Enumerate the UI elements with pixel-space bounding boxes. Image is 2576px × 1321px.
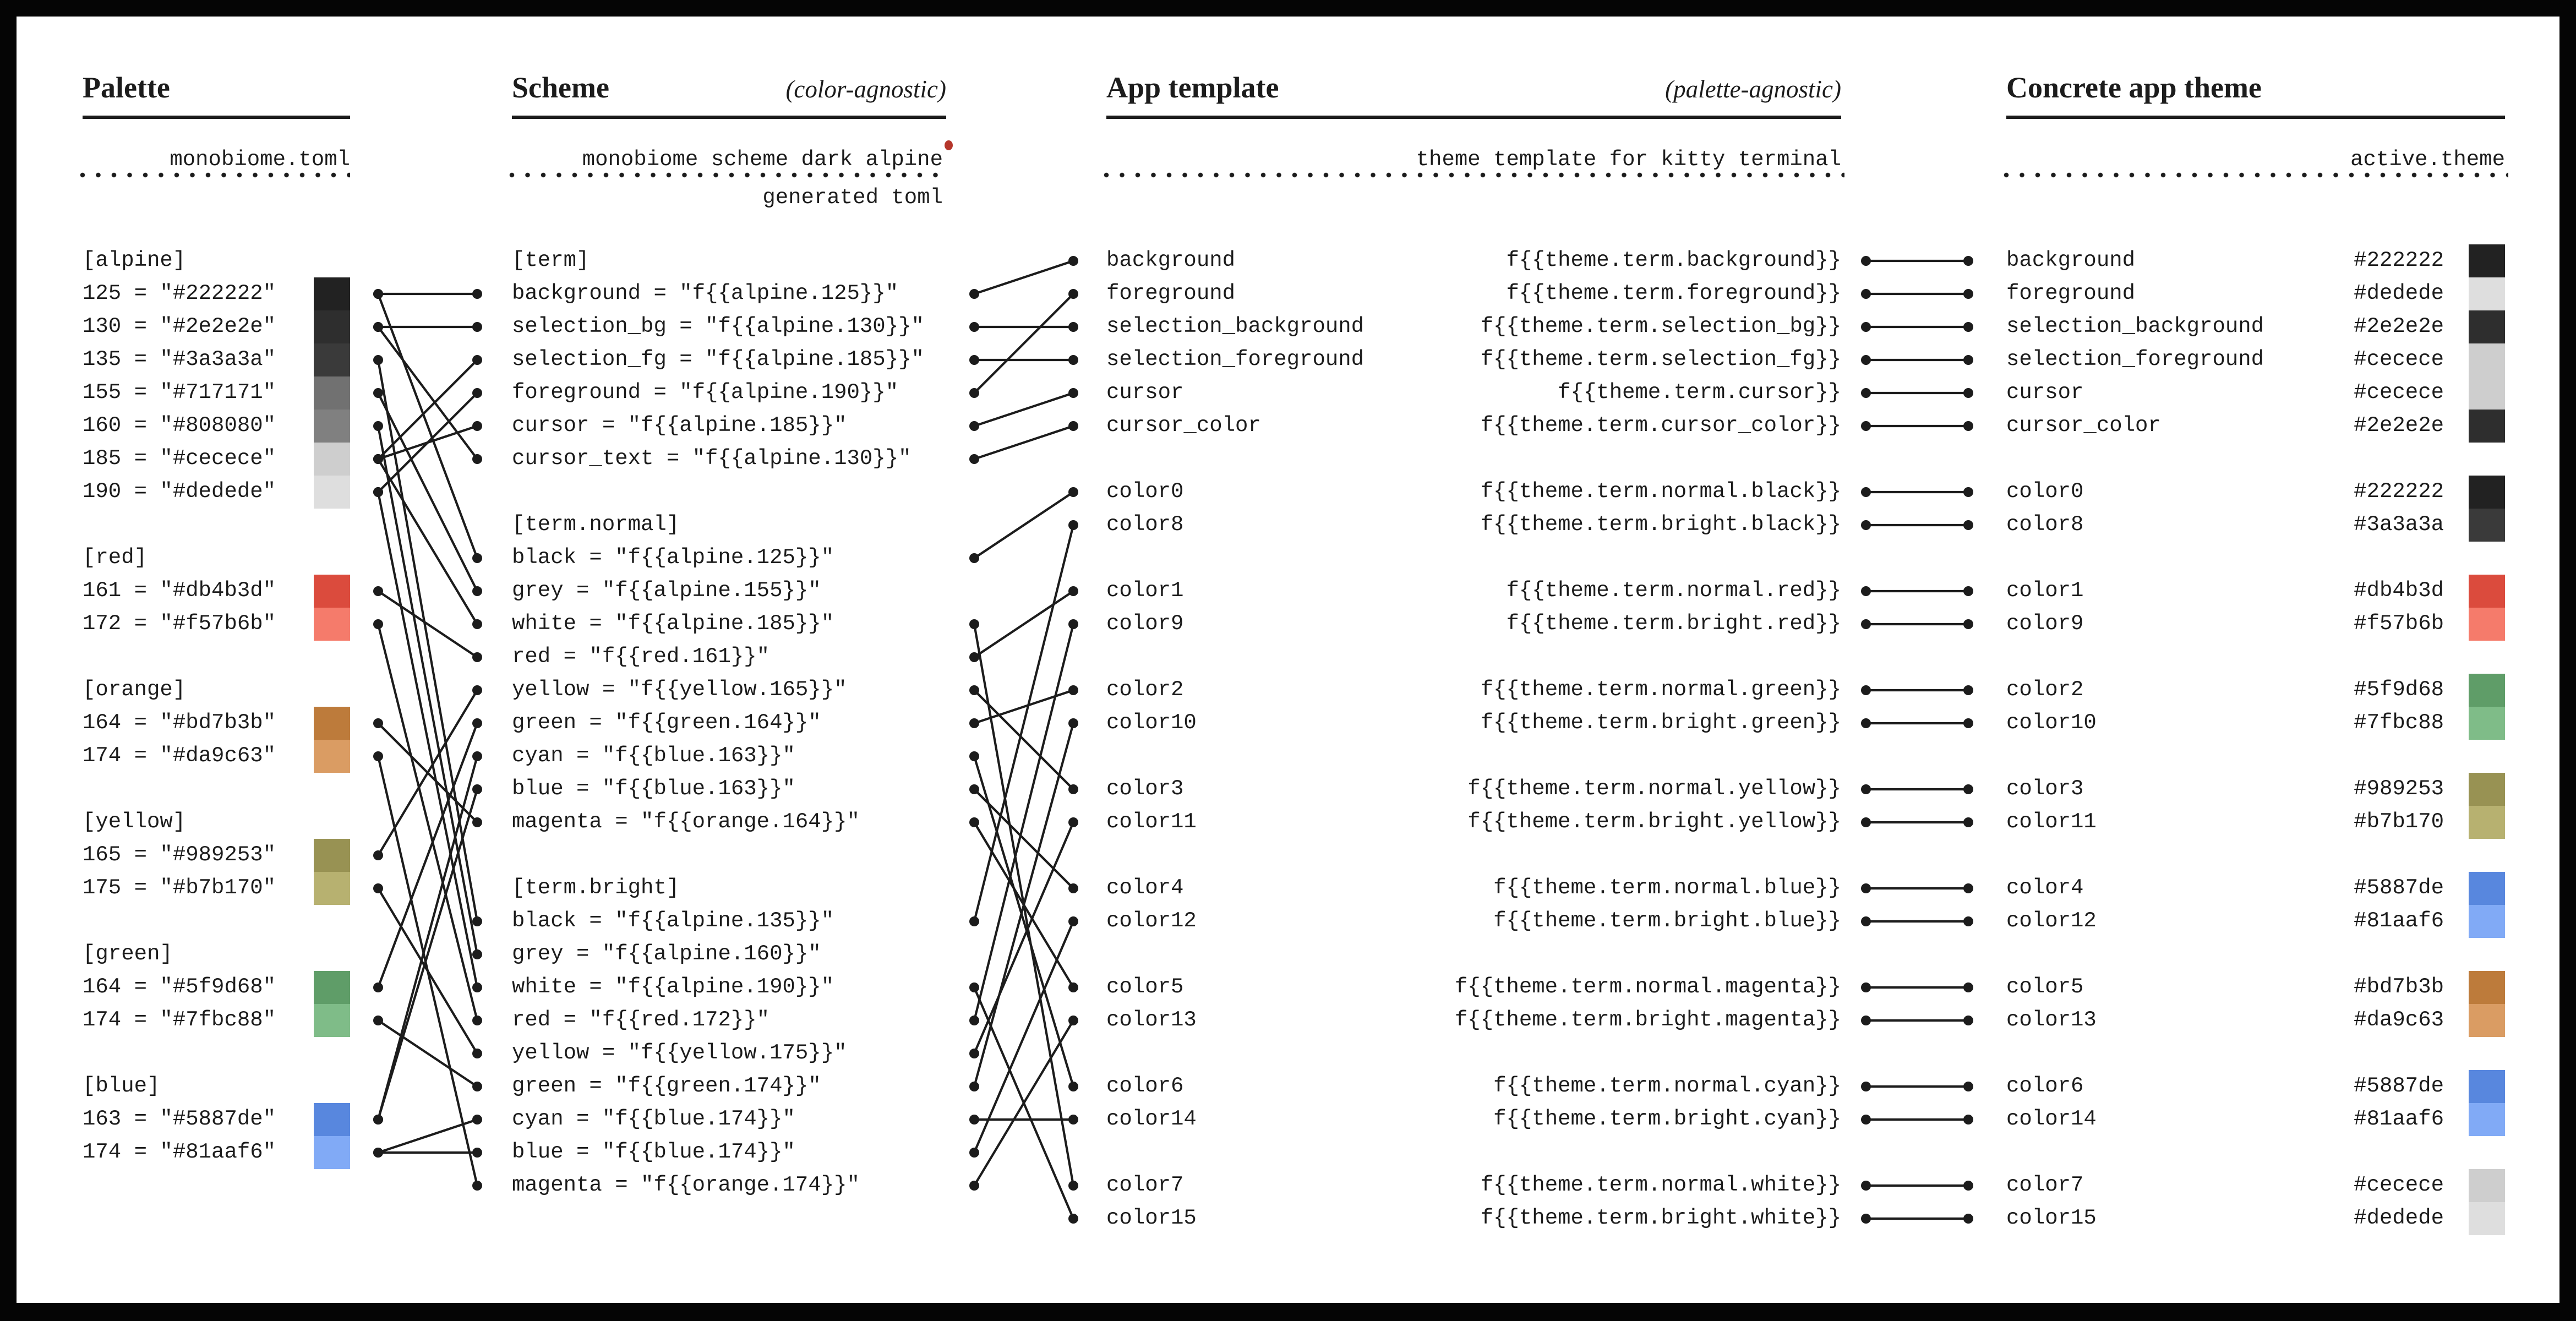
palette-group-header: [orange]: [83, 677, 186, 702]
template-row-value: f{{theme.term.normal.red}}: [1506, 578, 1841, 603]
theme-row-label: color0: [2006, 479, 2084, 504]
palette-row: 164 = "#5f9d68": [83, 974, 276, 999]
theme-row-label: selection_background: [2006, 314, 2264, 339]
template-row-value: f{{theme.term.background}}: [1506, 248, 1841, 272]
palette-row: 174 = "#7fbc88": [83, 1007, 276, 1032]
template-row-label: cursor_color: [1106, 413, 1261, 438]
template-row-value: f{{theme.term.bright.black}}: [1480, 512, 1841, 537]
template-row-value: f{{theme.term.selection_fg}}: [1480, 347, 1841, 372]
template-row-label: color4: [1106, 875, 1184, 900]
template-row-label: color11: [1106, 809, 1197, 834]
scheme-section-header: [term.bright]: [512, 875, 680, 900]
palette-row: 160 = "#808080": [83, 413, 276, 438]
theme-row-label: color14: [2006, 1106, 2097, 1131]
palette-group-header: [alpine]: [83, 248, 186, 272]
scheme-row: cursor = "f{{alpine.185}}": [512, 413, 847, 438]
scheme-row: red = "f{{red.161}}": [512, 644, 770, 669]
template-row-label: color12: [1106, 908, 1197, 933]
theme-row-label: color3: [2006, 776, 2084, 801]
theme-row-hex: #da9c63: [2354, 1007, 2444, 1032]
palette-row: 185 = "#cecece": [83, 446, 276, 471]
theme-row-hex: #5887de: [2354, 1073, 2444, 1098]
scheme-name-label: monobiome scheme dark alpine: [582, 147, 943, 172]
theme-row-label: color9: [2006, 611, 2084, 636]
palette-row: 164 = "#bd7b3b": [83, 710, 276, 735]
template-annotation: (palette-agnostic): [1665, 78, 1841, 104]
scheme-row: white = "f{{alpine.190}}": [512, 974, 834, 999]
theme-row-label: color7: [2006, 1172, 2084, 1197]
scheme-row: white = "f{{alpine.185}}": [512, 611, 834, 636]
scheme-row: selection_fg = "f{{alpine.185}}": [512, 347, 924, 372]
scheme-row: foreground = "f{{alpine.190}}": [512, 380, 899, 405]
template-row-label: color14: [1106, 1106, 1197, 1131]
template-row-label: color3: [1106, 776, 1184, 801]
template-row-value: f{{theme.term.bright.white}}: [1480, 1205, 1841, 1230]
scheme-annotation: (color-agnostic): [785, 78, 946, 104]
scheme-row: cyan = "f{{blue.174}}": [512, 1106, 795, 1131]
palette-row: 155 = "#717171": [83, 380, 276, 405]
concrete-file-label: active.theme: [2350, 147, 2505, 172]
palette-row: 174 = "#81aaf6": [83, 1139, 276, 1164]
theme-row-hex: #db4b3d: [2354, 578, 2444, 603]
template-row-label: selection_background: [1106, 314, 1365, 339]
theme-row-hex: #dedede: [2354, 281, 2444, 305]
concrete-title: Concrete app theme: [2006, 71, 2262, 104]
template-row-value: f{{theme.term.foreground}}: [1506, 281, 1841, 305]
template-row-label: foreground: [1106, 281, 1236, 305]
template-row-value: f{{theme.term.bright.yellow}}: [1467, 809, 1841, 834]
scheme-section-header: [term.normal]: [512, 512, 680, 537]
template-row-value: f{{theme.term.bright.cyan}}: [1493, 1106, 1841, 1131]
scheme-row: yellow = "f{{yellow.165}}": [512, 677, 847, 702]
template-row-value: f{{theme.term.normal.green}}: [1480, 677, 1841, 702]
scheme-title: Scheme: [512, 71, 609, 104]
template-row-label: color1: [1106, 578, 1184, 603]
scheme-generated-label: generated toml: [762, 185, 943, 210]
palette-row: 135 = "#3a3a3a": [83, 347, 276, 372]
template-row-value: f{{theme.term.normal.yellow}}: [1467, 776, 1841, 801]
palette-row: 161 = "#db4b3d": [83, 578, 276, 603]
theme-row-label: color12: [2006, 908, 2097, 933]
template-row-label: color5: [1106, 974, 1184, 999]
theme-row-label: color4: [2006, 875, 2084, 900]
theme-row-hex: #81aaf6: [2354, 908, 2444, 933]
theme-row-label: color15: [2006, 1205, 2097, 1230]
scheme-section-header: [term]: [512, 248, 590, 272]
template-row-label: color8: [1106, 512, 1184, 537]
scheme-row: magenta = "f{{orange.164}}": [512, 809, 860, 834]
template-row-label: color13: [1106, 1007, 1197, 1032]
palette-row: 130 = "#2e2e2e": [83, 314, 276, 339]
template-row-value: f{{theme.term.cursor_color}}: [1480, 413, 1841, 438]
template-row-value: f{{theme.term.normal.magenta}}: [1454, 974, 1841, 999]
palette-row: 172 = "#f57b6b": [83, 611, 276, 636]
scheme-row: background = "f{{alpine.125}}": [512, 281, 899, 305]
theme-row-label: color2: [2006, 677, 2084, 702]
palette-row: 174 = "#da9c63": [83, 743, 276, 768]
scheme-row: green = "f{{green.174}}": [512, 1073, 821, 1098]
theme-row-label: color13: [2006, 1007, 2097, 1032]
template-file-label: theme template for kitty terminal: [1416, 147, 1841, 172]
template-row-label: color0: [1106, 479, 1184, 504]
template-row-label: color6: [1106, 1073, 1184, 1098]
theme-row-hex: #222222: [2354, 479, 2444, 504]
template-row-label: color2: [1106, 677, 1184, 702]
template-row-value: f{{theme.term.bright.blue}}: [1493, 908, 1841, 933]
theme-row-label: selection_foreground: [2006, 347, 2264, 372]
theme-row-hex: #7fbc88: [2354, 710, 2444, 735]
theme-row-hex: #cecece: [2354, 1172, 2444, 1197]
template-row-value: f{{theme.term.bright.green}}: [1480, 710, 1841, 735]
template-row-label: color9: [1106, 611, 1184, 636]
scheme-row: magenta = "f{{orange.174}}": [512, 1172, 860, 1197]
theme-row-label: color11: [2006, 809, 2097, 834]
theme-row-label: color10: [2006, 710, 2097, 735]
scheme-row: selection_bg = "f{{alpine.130}}": [512, 314, 924, 339]
theme-row-hex: #81aaf6: [2354, 1106, 2444, 1131]
scheme-row: blue = "f{{blue.174}}": [512, 1139, 795, 1164]
theme-row-label: background: [2006, 248, 2136, 272]
template-row-value: f{{theme.term.cursor}}: [1558, 380, 1841, 405]
palette-group-header: [yellow]: [83, 809, 186, 834]
palette-row: 165 = "#989253": [83, 842, 276, 867]
scheme-row: yellow = "f{{yellow.175}}": [512, 1040, 847, 1065]
theme-row-label: cursor_color: [2006, 413, 2161, 438]
palette-row: 125 = "#222222": [83, 281, 276, 305]
theme-row-label: color8: [2006, 512, 2084, 537]
palette-row: 190 = "#dedede": [83, 479, 276, 504]
template-row-label: color15: [1106, 1205, 1197, 1230]
theme-row-hex: #cecece: [2354, 380, 2444, 405]
template-row-label: color7: [1106, 1172, 1184, 1197]
template-row-value: f{{theme.term.normal.white}}: [1480, 1172, 1841, 1197]
palette-group-header: [red]: [83, 545, 148, 570]
theme-row-label: color1: [2006, 578, 2084, 603]
template-row-label: selection_foreground: [1106, 347, 1365, 372]
theme-row-hex: #b7b170: [2354, 809, 2444, 834]
scheme-row: black = "f{{alpine.135}}": [512, 908, 834, 933]
template-row-value: f{{theme.term.selection_bg}}: [1480, 314, 1841, 339]
template-row-value: f{{theme.term.normal.cyan}}: [1493, 1073, 1841, 1098]
template-row-value: f{{theme.term.bright.red}}: [1506, 611, 1841, 636]
template-row-value: f{{theme.term.normal.black}}: [1480, 479, 1841, 504]
palette-group-header: [green]: [83, 941, 173, 966]
scheme-row: green = "f{{green.164}}": [512, 710, 821, 735]
theme-row-hex: #dedede: [2354, 1205, 2444, 1230]
theme-row-hex: #bd7b3b: [2354, 974, 2444, 999]
theme-row-hex: #3a3a3a: [2354, 512, 2444, 537]
theme-row-label: color5: [2006, 974, 2084, 999]
theme-row-label: cursor: [2006, 380, 2084, 405]
theme-row-hex: #2e2e2e: [2354, 413, 2444, 438]
scheme-row: red = "f{{red.172}}": [512, 1007, 770, 1032]
template-title: App template: [1106, 71, 1279, 104]
theme-row-hex: #f57b6b: [2354, 611, 2444, 636]
theme-row-hex: #989253: [2354, 776, 2444, 801]
palette-file-label: monobiome.toml: [170, 147, 350, 172]
scheme-row: blue = "f{{blue.163}}": [512, 776, 795, 801]
template-row-label: background: [1106, 248, 1236, 272]
scheme-row: grey = "f{{alpine.160}}": [512, 941, 821, 966]
theme-row-hex: #cecece: [2354, 347, 2444, 372]
theme-row-hex: #222222: [2354, 248, 2444, 272]
theme-row-hex: #5887de: [2354, 875, 2444, 900]
theme-row-hex: #5f9d68: [2354, 677, 2444, 702]
palette-row: 175 = "#b7b170": [83, 875, 276, 900]
theme-row-label: color6: [2006, 1073, 2084, 1098]
palette-group-header: [blue]: [83, 1073, 160, 1098]
template-row-label: color10: [1106, 710, 1197, 735]
scheme-row: cyan = "f{{blue.163}}": [512, 743, 795, 768]
template-row-label: cursor: [1106, 380, 1184, 405]
scheme-row: grey = "f{{alpine.155}}": [512, 578, 821, 603]
template-row-value: f{{theme.term.bright.magenta}}: [1454, 1007, 1841, 1032]
palette-row: 163 = "#5887de": [83, 1106, 276, 1131]
theme-row-label: foreground: [2006, 281, 2136, 305]
template-row-value: f{{theme.term.normal.blue}}: [1493, 875, 1841, 900]
scheme-row: cursor_text = "f{{alpine.130}}": [512, 446, 912, 471]
palette-title: Palette: [83, 71, 170, 104]
scheme-row: black = "f{{alpine.125}}": [512, 545, 834, 570]
theme-row-hex: #2e2e2e: [2354, 314, 2444, 339]
